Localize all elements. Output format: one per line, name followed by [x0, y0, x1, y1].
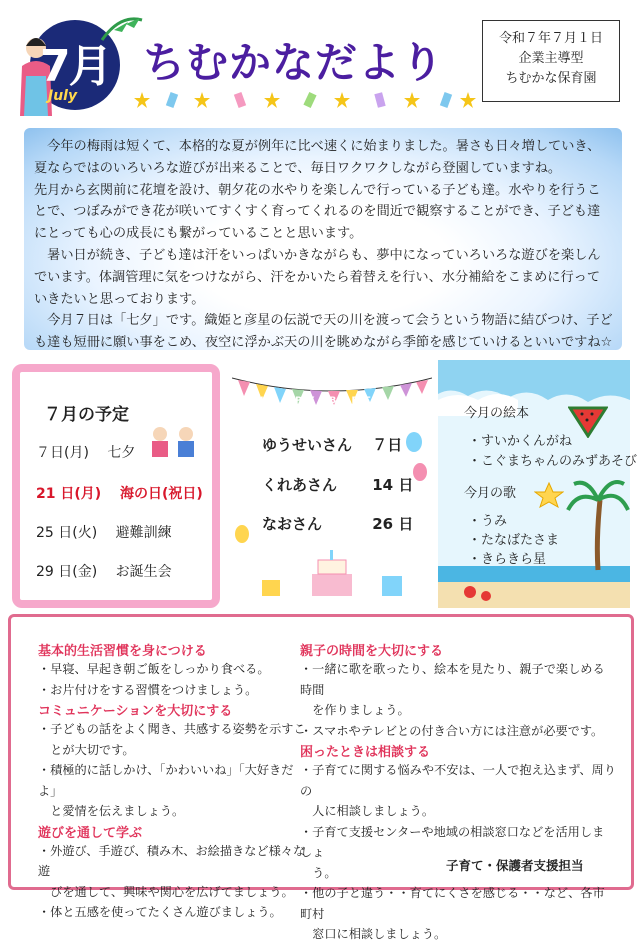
- advice-signature: 子育て・保護者支援担当: [446, 858, 584, 873]
- schedule-date: 25 日(火): [36, 525, 98, 541]
- schedule-event: 七夕: [107, 445, 136, 461]
- advice-line: 窓口に相談しましょう。: [300, 927, 447, 941]
- birthday-day: 14 日: [372, 476, 414, 494]
- song-item: ・たなばたさま: [468, 533, 560, 548]
- newsletter-title: ちむかなだより: [143, 38, 445, 87]
- advice-line: ・子育て支援センターや地域の相談窓口などを活用しましょ: [300, 824, 605, 859]
- birthday-row: [262, 434, 402, 455]
- watermelon-icon: [568, 404, 608, 438]
- intro-line: 今月７日は「七夕」です。織姫と彦星の伝説で天の川を渡って会うという物語に結びつけ、子ど: [34, 313, 613, 329]
- birthday-name: なおさん: [262, 515, 323, 533]
- advice-line: と愛情を伝えましょう。: [38, 804, 185, 818]
- advice-line: ・積極的に話しかけ、「かわいいね」「大好きだよ」: [38, 763, 294, 798]
- advice-left-column: [38, 640, 308, 923]
- schedule-event: 海の日(祝日): [120, 486, 203, 502]
- birthday-day: ７日: [372, 436, 403, 454]
- issuer-box: [482, 20, 620, 102]
- song-item: ・うみ: [468, 514, 508, 529]
- advice-heading: 基本的生活習慣を身につける: [38, 644, 207, 659]
- advice-line: ・お片付けをする習慣をつけましょう。: [38, 682, 258, 697]
- picture-book-item: ・こぐまちゃんのみずあそび: [468, 454, 638, 469]
- schedule-date: ７日(月): [36, 445, 89, 461]
- schedule-title: ７月の予定: [44, 405, 129, 425]
- star-tanzaku-decoration: [132, 90, 478, 110]
- schedule-item: [36, 561, 172, 581]
- picture-book-item: ・すいかくんがね: [468, 434, 573, 449]
- issue-date: 令和７年７月１日: [498, 31, 603, 46]
- intro-line: も達も短冊に願い事をこめ、夜空に浮かぶ天の川を眺めながら季節を感じていけるといいですね☆: [34, 335, 613, 351]
- intro-text: [34, 136, 614, 354]
- advice-line: ・子育てに関する悩みや不安は、一人で抱え込まず、周りの: [300, 763, 616, 798]
- advice-line: ・一緒に歌を歌ったり、絵本を見たり、親子で楽しめる時間: [300, 662, 605, 697]
- month-english: July: [48, 88, 78, 104]
- schedule-item-highlight: [36, 483, 203, 503]
- advice-line: ・体と五感を使ってたくさん遊びましょう。: [38, 905, 282, 919]
- star-character-icon: [534, 482, 564, 508]
- intro-line: 先月から玄関前に花壇を設け、朝夕花の水やりを楽しんで行っている子ども達。水やりを行うこ: [34, 182, 601, 198]
- birthday-banner: HAPPY BIRTHDAY: [256, 396, 428, 406]
- birthday-day: 26 日: [372, 515, 414, 533]
- advice-heading: 親子の時間を大切にする: [300, 644, 444, 659]
- intro-line: 今年の梅雨は短くて、本格的な夏が例年に比べ速くに始まりました。暑さも日々増していき、: [34, 139, 601, 154]
- advice-heading: 遊びを通して学ぶ: [38, 825, 143, 841]
- advice-line: ・早寝、早起き朝ご飯をしっかり食べる。: [38, 662, 270, 676]
- advice-right-column: [300, 640, 616, 945]
- schedule-item: [36, 522, 172, 542]
- schedule-event: 避難訓練: [115, 525, 172, 541]
- month-number: 7月: [40, 41, 111, 92]
- intro-line: にとっても心の成長にも繋がっていることと思います。: [34, 226, 363, 242]
- advice-line: ・外遊び、手遊び、積み木、お絵描きなど様々な遊: [38, 843, 306, 878]
- song-heading: 今月の歌: [464, 486, 517, 501]
- org-name: ちむかな保育園: [505, 71, 597, 86]
- birthday-row: [262, 474, 413, 495]
- tanabata-couple-icon: [146, 424, 202, 458]
- intro-line: とで、つぼみができ花が咲いてすくすく育ってくれるのを間近で観察することができ、子ども達: [34, 204, 601, 220]
- schedule-event: お誕生会: [115, 564, 172, 580]
- advice-line: ・他の子と違う・・育てにくさを感じる・・など、各市町村: [300, 886, 605, 921]
- advice-line: を作りましょう。: [300, 703, 410, 717]
- schedule-date: 21 日(月): [36, 486, 102, 502]
- intro-line: 暑い日が続き、子ども達は汗をいっぱいかきながらも、夢中になっていろいろな遊びを楽しん: [34, 247, 601, 263]
- intro-line: でいます。体調管理に気をつけながら、汗をかいたら着替えを行い、水分補給をこまめに行って: [34, 269, 601, 285]
- birthday-row: [262, 513, 413, 534]
- advice-heading: コミュニケーションを大切にする: [38, 704, 233, 719]
- picture-book-heading: 今月の絵本: [464, 406, 530, 421]
- advice-line: びを通して、興味や関心を広げてましょう。: [38, 884, 294, 899]
- advice-line: とが大切です。: [38, 742, 135, 757]
- birthday-name: ゆうせいさん: [262, 436, 353, 454]
- advice-line: ・スマホやテレビとの付き合い方には注意が必要です。: [300, 723, 604, 738]
- advice-line: 人に相談しましょう。: [300, 804, 435, 818]
- intro-line: いきたいと思っております。: [34, 291, 205, 307]
- schedule-item: [36, 442, 135, 462]
- intro-line: 夏ならではのいろいろな遊びが出来ることで、毎日ワクワクしながら登園していますね。: [34, 160, 562, 176]
- schedule-date: 29 日(金): [36, 564, 98, 580]
- advice-line: う。: [300, 865, 337, 880]
- birthday-name: くれあさん: [262, 476, 338, 494]
- song-item: ・きらきら星: [468, 552, 547, 567]
- org-type: 企業主導型: [518, 51, 584, 66]
- advice-heading: 困ったときは相談する: [300, 745, 431, 760]
- advice-line: ・子どもの話をよく聞き、共感する姿勢を示すこ: [38, 722, 306, 736]
